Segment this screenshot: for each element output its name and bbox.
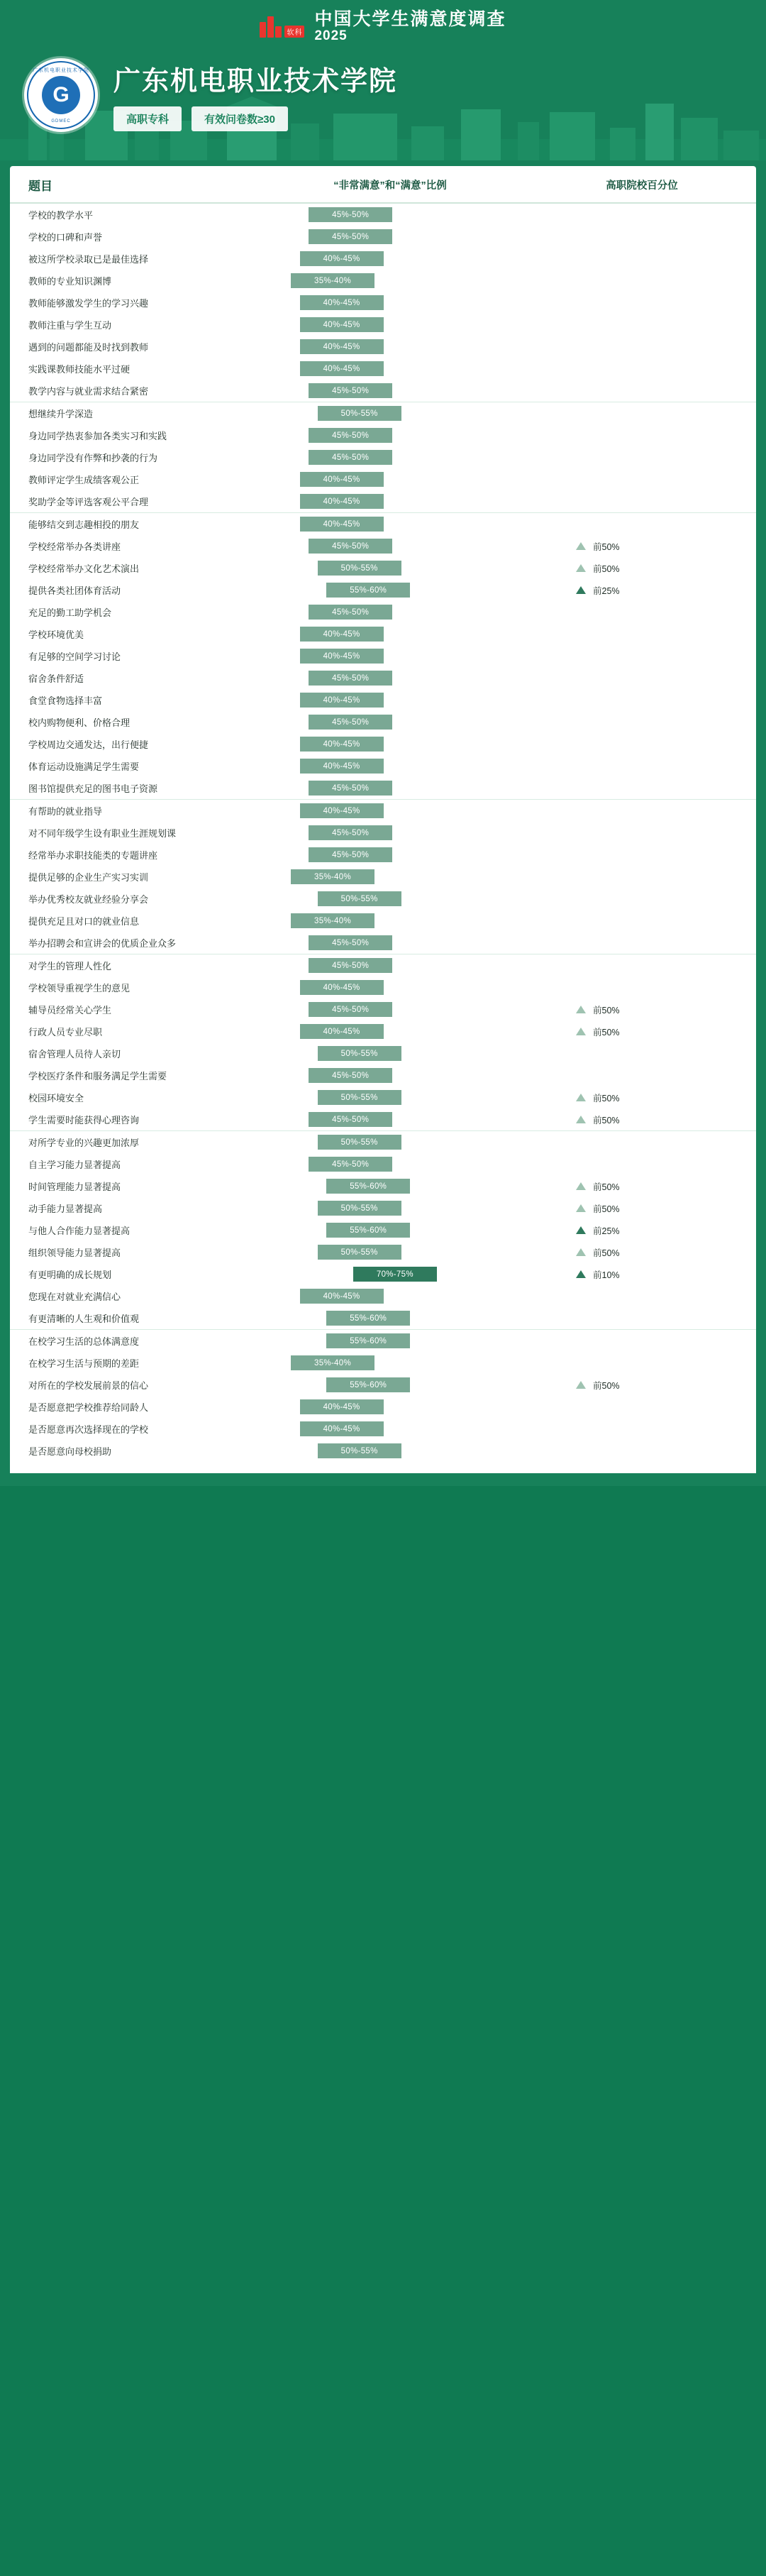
table-row [10,1285,756,1307]
column-header-percentile: 高职院校百分位 [606,180,678,192]
school-seal [24,58,98,132]
ratio-bar-cell [241,248,539,270]
ratio-bar: 55%-60% [326,1333,410,1348]
triangle-up-icon [576,1182,586,1190]
ratio-bar-cell [241,270,539,292]
ratio-bar-cell [241,954,539,976]
ratio-bar: 40%-45% [300,251,384,266]
ratio-bar: 40%-45% [300,295,384,310]
ratio-bar: 40%-45% [300,1399,384,1414]
question-label: 有更清晰的人生观和价值观 [28,1314,140,1324]
ratio-bar: 45%-50% [309,1002,392,1017]
table-row [10,402,756,424]
table-row [10,667,756,689]
ratio-bar: 45%-50% [309,229,392,244]
percentile-cell [539,584,756,597]
ratio-bar-cell [241,1086,539,1108]
table-row [10,645,756,667]
question-label: 有足够的空间学习讨论 [28,651,121,662]
table-row [10,1307,756,1329]
ratio-bar: 50%-55% [318,891,401,906]
question-label: 学校周边交通发达，出行便捷 [28,739,149,750]
ratio-bar: 45%-50% [309,781,392,796]
table-row [10,711,756,733]
ratio-bar-cell [241,358,539,380]
seal-top-text: 广东机电职业技术学院 [33,68,89,73]
question-label: 学校医疗条件和服务满足学生需要 [28,1071,167,1081]
question-label: 食堂食物选择丰富 [28,695,103,706]
table-row [10,468,756,490]
question-group [10,204,756,402]
ratio-bar: 45%-50% [309,935,392,950]
question-label: 动手能力显著提高 [28,1204,103,1214]
ratio-bar: 40%-45% [300,517,384,532]
percentile-label: 前50% [593,1115,620,1125]
column-header-ratio: “非常满意”和“满意”比例 [333,180,447,192]
question-label: 学校的口碑和声誉 [28,232,103,243]
table-row [10,601,756,623]
ratio-bar: 35%-40% [291,273,374,288]
percentile-cell [539,1180,756,1193]
table-row [10,976,756,998]
ratio-bar: 50%-55% [318,1201,401,1216]
ratio-bar-cell [241,292,539,314]
ratio-bar: 70%-75% [353,1267,437,1282]
percentile-label: 前50% [593,1204,620,1214]
ratio-bar-cell [241,314,539,336]
ratio-bar: 40%-45% [300,627,384,642]
triangle-up-icon [576,1204,586,1212]
ratio-bar-cell [241,1241,539,1263]
percentile-cell [539,562,756,575]
question-label: 教师能够激发学生的学习兴趣 [28,298,149,309]
percentile-label: 前25% [593,585,620,596]
triangle-up-icon [576,1028,586,1035]
ratio-bar: 45%-50% [309,715,392,730]
ratio-bar-cell [241,932,539,954]
ratio-bar: 45%-50% [309,450,392,465]
question-label: 是否愿意把学校推荐给同龄人 [28,1402,149,1413]
ratio-bar-cell [241,733,539,755]
ratio-bar: 45%-50% [309,671,392,686]
table-row [10,888,756,910]
question-label: 举办招聘会和宣讲会的优质企业众多 [28,938,177,949]
ratio-bar-cell [241,1131,539,1153]
ratio-bar: 45%-50% [309,1112,392,1127]
table-row [10,1064,756,1086]
question-label: 宿舍条件舒适 [28,673,84,684]
triangle-up-icon [576,586,586,594]
ratio-bar: 40%-45% [300,803,384,818]
question-label: 教学内容与就业需求结合紧密 [28,386,149,397]
ratio-bar: 40%-45% [300,361,384,376]
question-label: 校内购物便利、价格合理 [28,717,131,728]
percentile-label: 前50% [593,1182,620,1192]
ratio-bar-cell [241,557,539,579]
brand-year: 2025 [314,28,348,44]
question-label: 提供充足且对口的就业信息 [28,916,140,927]
ratio-bar-cell [241,755,539,777]
question-label: 遇到的问题都能及时找到教师 [28,342,149,353]
ratio-bar: 50%-55% [318,1245,401,1260]
ratio-bar: 55%-60% [326,1179,410,1194]
table-row [10,998,756,1020]
table-row [10,204,756,226]
school-header [0,54,766,160]
question-label: 自主学习能力显著提高 [28,1160,121,1170]
table-header-row [10,166,756,204]
ratio-bar: 45%-50% [309,383,392,398]
ratio-bar-cell [241,204,539,226]
percentile-cell [539,1003,756,1016]
question-label: 教师的专业知识渊博 [28,276,112,287]
triangle-up-icon [576,1116,586,1123]
question-label: 对所学专业的兴趣更加浓厚 [28,1138,140,1148]
ratio-bar-cell [241,402,539,424]
ratio-bar: 55%-60% [326,1311,410,1326]
seal-glyph: G [42,76,80,114]
ratio-bar: 40%-45% [300,317,384,332]
ratio-bar-cell [241,1374,539,1396]
table-row [10,535,756,557]
ratio-bar: 45%-50% [309,825,392,840]
table-row [10,1219,756,1241]
ratio-bar-cell [241,844,539,866]
ratio-bar-cell [241,1042,539,1064]
ratio-bar: 40%-45% [300,1421,384,1436]
question-label: 行政人员专业尽职 [28,1027,103,1037]
triangle-up-icon [576,1248,586,1256]
ratio-bar: 40%-45% [300,737,384,752]
ratio-bar-cell [241,490,539,512]
question-group [10,513,756,800]
ratio-bar-cell [241,667,539,689]
question-label: 学校经常举办文化艺术演出 [28,563,140,574]
question-group [10,1330,756,1462]
ratio-bar-cell [241,468,539,490]
ratio-bar: 50%-55% [318,1090,401,1105]
question-label: 与他人合作能力显著提高 [28,1226,131,1236]
table-row [10,557,756,579]
question-label: 教师评定学生成绩客观公正 [28,475,140,485]
question-label: 辅导员经常关心学生 [28,1005,112,1015]
ratio-bar-cell [241,998,539,1020]
table-row [10,446,756,468]
question-label: 您现在对就业充满信心 [28,1292,121,1302]
triangle-up-icon [576,1094,586,1101]
table-row [10,932,756,954]
percentile-label: 前50% [593,1027,620,1037]
table-row [10,733,756,755]
percentile-label: 前50% [593,1248,620,1258]
question-label: 对所在的学校发展前景的信心 [28,1380,149,1391]
ratio-bar-cell [241,910,539,932]
results-table [10,166,756,1473]
table-row [10,1241,756,1263]
triangle-up-icon [576,1270,586,1278]
ratio-bar-cell [241,1263,539,1285]
percentile-cell [539,1379,756,1392]
ratio-bar-cell [241,800,539,822]
ratio-bar-cell [241,1440,539,1462]
question-label: 学校的教学水平 [28,210,94,221]
table-row [10,1108,756,1130]
question-label: 对不同年级学生设有职业生涯规划课 [28,828,177,839]
ratio-bar: 40%-45% [300,693,384,708]
percentile-label: 前10% [593,1270,620,1280]
percentile-cell [539,1113,756,1126]
question-label: 教师注重与学生互动 [28,320,112,331]
table-row [10,1374,756,1396]
percentile-label: 前50% [593,1093,620,1103]
table-row [10,1153,756,1175]
ratio-bar-cell [241,336,539,358]
table-row [10,380,756,402]
table-row [10,1131,756,1153]
table-row [10,1418,756,1440]
percentile-label: 前50% [593,541,620,552]
ratio-bar-cell [241,866,539,888]
table-row [10,336,756,358]
table-row [10,755,756,777]
ratio-bar: 35%-40% [291,1355,374,1370]
question-label: 是否愿意再次选择现在的学校 [28,1424,149,1435]
table-row [10,822,756,844]
ratio-bar-cell [241,1064,539,1086]
triangle-up-icon [576,1381,586,1389]
table-row [10,579,756,601]
ratio-bar-cell [241,976,539,998]
ratio-bar: 45%-50% [309,605,392,620]
table-row [10,1396,756,1418]
bar-chart-logo-icon [260,16,304,38]
ratio-bar: 50%-55% [318,1135,401,1150]
question-label: 时间管理能力显著提高 [28,1182,121,1192]
table-row [10,1263,756,1285]
table-row [10,1175,756,1197]
ratio-bar: 50%-55% [318,1443,401,1458]
top-brand-bar [0,0,766,54]
question-group [10,1131,756,1330]
percentile-label: 前50% [593,1005,620,1015]
question-label: 有帮助的就业指导 [28,806,103,817]
percentile-cell [539,1202,756,1215]
ratio-bar: 45%-50% [309,847,392,862]
question-label: 被这所学校录取已是最佳选择 [28,254,149,265]
ratio-bar: 50%-55% [318,561,401,576]
ratio-bar-cell [241,1285,539,1307]
question-label: 学生需要时能获得心理咨询 [28,1115,140,1125]
ratio-bar: 45%-50% [309,958,392,973]
percentile-label: 前50% [593,1380,620,1391]
ratio-bar: 40%-45% [300,494,384,509]
question-label: 提供足够的企业生产实习实训 [28,872,149,883]
ratio-bar: 40%-45% [300,759,384,774]
ratio-bar-cell [241,645,539,667]
ratio-bar-cell [241,1396,539,1418]
ratio-bar-cell [241,1418,539,1440]
ratio-bar-cell [241,226,539,248]
logo-sub-label: 软科 [284,26,304,38]
triangle-up-icon [576,1006,586,1013]
question-label: 是否愿意向母校捐助 [28,1446,112,1457]
ratio-bar-cell [241,446,539,468]
ratio-bar-cell [241,513,539,535]
ratio-bar: 45%-50% [309,539,392,554]
ratio-bar: 45%-50% [309,428,392,443]
ratio-bar: 55%-60% [326,1377,410,1392]
question-label: 有更明确的成长规划 [28,1270,112,1280]
table-row [10,1197,756,1219]
ratio-bar-cell [241,1219,539,1241]
triangle-up-icon [576,1226,586,1234]
percentile-cell [539,1091,756,1104]
ratio-bar-cell [241,1108,539,1130]
table-row [10,314,756,336]
ratio-bar: 45%-50% [309,1068,392,1083]
ratio-bar: 40%-45% [300,1024,384,1039]
question-label: 能够结交到志趣相投的朋友 [28,519,140,530]
column-header-item: 题目 [28,180,52,193]
tag-level: 高职专科 [113,106,182,131]
table-row [10,623,756,645]
ratio-bar-cell [241,623,539,645]
ratio-bar: 40%-45% [300,339,384,354]
percentile-cell [539,540,756,553]
question-group [10,954,756,1131]
question-label: 举办优秀校友就业经验分享会 [28,894,149,905]
question-label: 在校学习生活与预期的差距 [28,1358,140,1369]
tag-list [113,106,397,131]
question-label: 经常举办求职技能类的专题讲座 [28,850,158,861]
table-row [10,844,756,866]
ratio-bar: 55%-60% [326,1223,410,1238]
ratio-bar: 40%-45% [300,980,384,995]
table-row [10,292,756,314]
table-row [10,1086,756,1108]
table-row [10,1440,756,1462]
ratio-bar-cell [241,711,539,733]
ratio-bar-cell [241,380,539,402]
percentile-label: 前25% [593,1226,620,1236]
question-label: 想继续升学深造 [28,409,94,419]
table-row [10,1020,756,1042]
table-row [10,800,756,822]
question-group [10,402,756,513]
table-row [10,866,756,888]
seal-bottom-text: GDMEC [51,119,71,123]
ratio-bar: 35%-40% [291,913,374,928]
brand-text [314,10,506,44]
percentile-cell [539,1224,756,1237]
question-label: 学校环境优美 [28,629,84,640]
table-row [10,954,756,976]
question-label: 图书馆提供充足的图书电子资源 [28,783,158,794]
question-label: 组织领导能力显著提高 [28,1248,121,1258]
ratio-bar: 40%-45% [300,1289,384,1304]
question-label: 身边同学热衷参加各类实习和实践 [28,431,167,441]
table-row [10,270,756,292]
table-row [10,490,756,512]
table-row [10,513,756,535]
ratio-bar: 45%-50% [309,207,392,222]
table-row [10,1352,756,1374]
ratio-bar-cell [241,822,539,844]
page-title: 广东机电职业技术学院 [113,67,398,97]
percentile-label: 前50% [593,563,620,574]
percentile-cell [539,1268,756,1281]
question-label: 学校领导重视学生的意见 [28,983,131,993]
ratio-bar-cell [241,1352,539,1374]
ratio-bar-cell [241,1307,539,1329]
question-label: 身边同学没有作弊和抄袭的行为 [28,453,158,463]
table-row [10,910,756,932]
ratio-bar: 55%-60% [326,583,410,598]
brand-title: 中国大学生满意度调查 [314,9,506,29]
ratio-bar-cell [241,424,539,446]
ratio-bar: 35%-40% [291,869,374,884]
table-row [10,777,756,799]
table-row [10,226,756,248]
ratio-bar-cell [241,579,539,601]
ratio-bar-cell [241,689,539,711]
ratio-bar-cell [241,1330,539,1352]
ratio-bar-cell [241,535,539,557]
question-label: 对学生的管理人性化 [28,961,112,971]
table-row [10,1330,756,1352]
question-label: 体育运动设施满足学生需要 [28,761,140,772]
ratio-bar: 40%-45% [300,649,384,664]
question-label: 学校经常举办各类讲座 [28,541,121,552]
ratio-bar-cell [241,601,539,623]
percentile-cell [539,1246,756,1259]
triangle-up-icon [576,542,586,550]
question-label: 宿舍管理人员待人亲切 [28,1049,121,1059]
ratio-bar: 45%-50% [309,1157,392,1172]
ratio-bar-cell [241,888,539,910]
table-row [10,248,756,270]
ratio-bar-cell [241,1175,539,1197]
question-label: 奖助学金等评选客观公平合理 [28,497,149,507]
question-label: 在校学习生活的总体满意度 [28,1336,140,1347]
table-row [10,1042,756,1064]
table-row [10,424,756,446]
ratio-bar-cell [241,1020,539,1042]
triangle-up-icon [576,564,586,572]
percentile-cell [539,1025,756,1038]
ratio-bar: 50%-55% [318,406,401,421]
question-label: 实践课教师技能水平过硬 [28,364,131,375]
question-group [10,800,756,954]
question-label: 提供各类社团体育活动 [28,585,121,596]
ratio-bar: 50%-55% [318,1046,401,1061]
ratio-bar: 40%-45% [300,472,384,487]
table-row [10,689,756,711]
tag-sample-size: 有效问卷数≥30 [192,106,288,131]
question-label: 充足的勤工助学机会 [28,607,112,618]
question-label: 校园环境安全 [28,1093,84,1103]
table-row [10,358,756,380]
ratio-bar-cell [241,777,539,799]
table-body [10,204,756,1462]
ratio-bar-cell [241,1197,539,1219]
ratio-bar-cell [241,1153,539,1175]
